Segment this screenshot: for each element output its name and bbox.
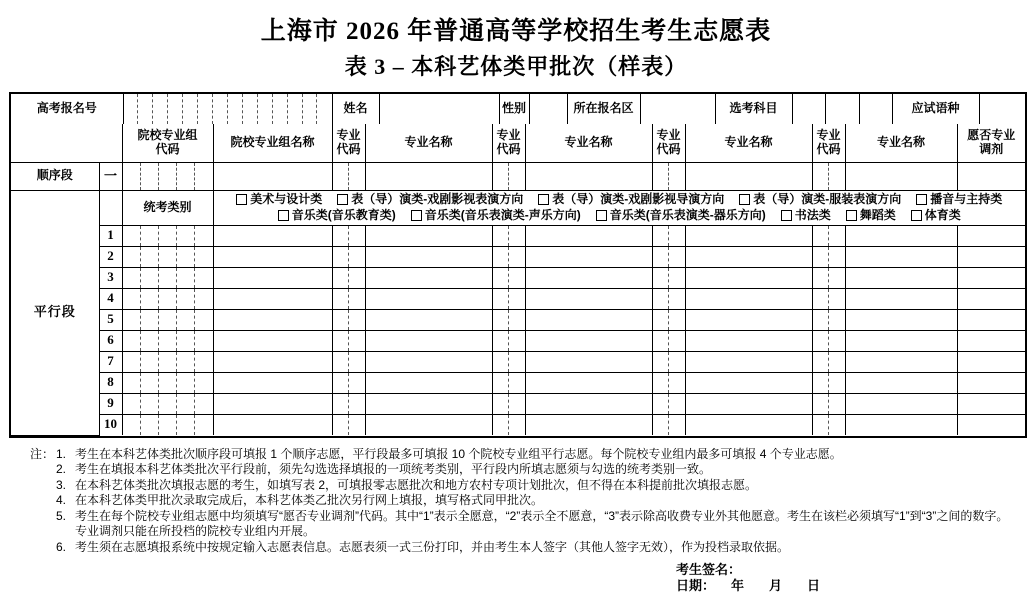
group-code-input[interactable] bbox=[122, 246, 213, 267]
major-code-input-2[interactable] bbox=[492, 372, 525, 393]
subject-input-2[interactable] bbox=[825, 94, 859, 124]
parallel-row bbox=[11, 330, 1025, 351]
group-code-input[interactable] bbox=[122, 162, 213, 190]
major-name-input-4[interactable] bbox=[845, 309, 957, 330]
transfer-input[interactable] bbox=[957, 162, 1025, 190]
major-name-input-3[interactable] bbox=[685, 330, 812, 351]
major-code-input-3[interactable] bbox=[652, 393, 685, 414]
major-code-input-3[interactable] bbox=[652, 309, 685, 330]
group-name-input[interactable] bbox=[213, 414, 332, 435]
parallel-section-label: 平行段 bbox=[11, 190, 99, 435]
major-name-input-1[interactable] bbox=[365, 225, 492, 246]
category-checkbox-label: 音乐类(音乐表演类-器乐方向) bbox=[609, 207, 766, 222]
major-name-input-3[interactable] bbox=[685, 267, 812, 288]
district-label: 所在报名区 bbox=[567, 94, 640, 124]
major-name-input-2[interactable] bbox=[525, 225, 652, 246]
major-name-input-3[interactable] bbox=[685, 372, 812, 393]
transfer-input[interactable] bbox=[957, 414, 1025, 435]
major-name-input-4[interactable] bbox=[845, 288, 957, 309]
parallel-row bbox=[11, 267, 1025, 288]
major-name-input-1[interactable] bbox=[365, 330, 492, 351]
category-checkbox-label: 体育类 bbox=[924, 207, 961, 222]
transfer-header: 愿否专业调剂 bbox=[957, 124, 1025, 162]
group-code-header: 院校专业组代码 bbox=[122, 124, 213, 162]
major-name-input-1[interactable] bbox=[365, 288, 492, 309]
transfer-input[interactable] bbox=[957, 330, 1025, 351]
transfer-input[interactable] bbox=[957, 372, 1025, 393]
transfer-input[interactable] bbox=[957, 309, 1025, 330]
header-blank-cell bbox=[11, 124, 122, 162]
category-checkbox-item[interactable] bbox=[916, 193, 1002, 207]
subject-input-3[interactable] bbox=[859, 94, 892, 124]
major-name-input-1[interactable] bbox=[365, 246, 492, 267]
major-code-input-4[interactable] bbox=[812, 309, 845, 330]
major-code-input-3[interactable] bbox=[652, 351, 685, 372]
parallel-row bbox=[11, 393, 1025, 414]
category-checkbox-label: 音乐类(音乐教育类) bbox=[291, 207, 396, 222]
sequence-section-label: 顺序段 bbox=[11, 162, 99, 190]
major-name-header-3: 专业名称 bbox=[685, 124, 812, 162]
major-code-input-2[interactable] bbox=[492, 330, 525, 351]
group-name-input[interactable] bbox=[213, 372, 332, 393]
month-label: 月 bbox=[769, 578, 783, 593]
major-name-input-2[interactable] bbox=[525, 288, 652, 309]
major-name-input-3[interactable] bbox=[685, 393, 812, 414]
major-code-input-4[interactable] bbox=[812, 246, 845, 267]
major-code-header-4: 专业代码 bbox=[812, 124, 845, 162]
category-options-line-2 bbox=[216, 208, 1024, 224]
major-name-input-3[interactable] bbox=[685, 351, 812, 372]
group-name-header: 院校专业组名称 bbox=[213, 124, 332, 162]
major-code-input-2[interactable] bbox=[492, 288, 525, 309]
major-code-header-1: 专业代码 bbox=[332, 124, 365, 162]
major-code-input-2[interactable] bbox=[492, 414, 525, 435]
info-row bbox=[11, 94, 1025, 124]
group-name-input[interactable] bbox=[213, 393, 332, 414]
group-name-input[interactable] bbox=[213, 351, 332, 372]
major-name-input-4[interactable] bbox=[845, 246, 957, 267]
major-name-input-1[interactable] bbox=[365, 372, 492, 393]
major-code-header-2: 专业代码 bbox=[492, 124, 525, 162]
category-checkbox-item[interactable] bbox=[278, 209, 396, 223]
notes-prefix: 注： bbox=[30, 446, 55, 461]
checkbox-icon bbox=[236, 194, 247, 205]
major-code-input-1[interactable] bbox=[332, 309, 365, 330]
transfer-input[interactable] bbox=[957, 267, 1025, 288]
major-name-input-4[interactable] bbox=[845, 351, 957, 372]
note-item: 6. 考生须在志愿填报系统中按规定输入志愿表信息。志愿表须一式三份打印，并由考生本人签字（其他人签字无效），作为投档录取依据。 bbox=[56, 539, 790, 554]
day-label: 日 bbox=[807, 578, 821, 593]
group-name-input[interactable] bbox=[213, 162, 332, 190]
reg-no-digit-boxes bbox=[124, 94, 332, 124]
category-checkbox-item[interactable] bbox=[781, 209, 831, 223]
major-name-input-3[interactable] bbox=[685, 246, 812, 267]
parallel-row bbox=[11, 351, 1025, 372]
major-name-input-2[interactable] bbox=[525, 309, 652, 330]
major-code-input-2[interactable] bbox=[492, 225, 525, 246]
category-checkbox-item[interactable] bbox=[411, 209, 581, 223]
major-code-input-2[interactable] bbox=[492, 309, 525, 330]
name-input[interactable] bbox=[379, 94, 499, 124]
group-name-input[interactable] bbox=[213, 288, 332, 309]
gender-label: 性别 bbox=[499, 94, 529, 124]
major-name-input-1[interactable] bbox=[365, 162, 492, 190]
group-name-input[interactable] bbox=[213, 225, 332, 246]
category-checkbox-item[interactable] bbox=[596, 209, 766, 223]
category-checkbox-item[interactable] bbox=[846, 209, 896, 223]
parallel-row bbox=[11, 414, 1025, 435]
category-checkbox-item[interactable] bbox=[538, 193, 724, 207]
parallel-row bbox=[11, 372, 1025, 393]
checkbox-icon bbox=[739, 194, 750, 205]
major-name-input-4[interactable] bbox=[845, 372, 957, 393]
category-checkbox-label: 表（导）演类-服装表演方向 bbox=[753, 191, 902, 206]
category-options-line-1 bbox=[216, 192, 1024, 208]
major-name-header-4: 专业名称 bbox=[845, 124, 957, 162]
major-code-input-4[interactable] bbox=[812, 267, 845, 288]
major-code-input-4[interactable] bbox=[812, 330, 845, 351]
group-code-input[interactable] bbox=[122, 351, 213, 372]
category-row-blank bbox=[99, 190, 122, 225]
major-name-input-3[interactable] bbox=[685, 414, 812, 435]
row-number: 4 bbox=[99, 288, 122, 309]
major-code-input-3[interactable] bbox=[652, 288, 685, 309]
name-label: 姓名 bbox=[332, 94, 379, 124]
major-name-input-3[interactable] bbox=[685, 162, 812, 190]
note-item: 注： 1. 考生在本科艺体类批次顺序段可填报 1 个顺序志愿，平行段最多可填报 10 个院校专业组平行志愿。每个院校专业组内最多可填报 4 个专业志愿。 bbox=[30, 446, 842, 461]
major-code-input-1[interactable] bbox=[332, 225, 365, 246]
page-title: 上海市 2026 年普通高等学校招生考生志愿表 bbox=[260, 18, 772, 45]
transfer-input[interactable] bbox=[957, 288, 1025, 309]
group-code-input[interactable] bbox=[122, 267, 213, 288]
major-code-input-3[interactable] bbox=[652, 246, 685, 267]
major-code-input-1[interactable] bbox=[332, 162, 365, 190]
note-item: 4. 在本科艺体类甲批次录取完成后，本科艺体类乙批次另行网上填报，填写格式同甲批次。 bbox=[56, 493, 544, 507]
date-label: 日期： bbox=[676, 578, 716, 593]
major-name-input-3[interactable] bbox=[685, 309, 812, 330]
group-name-input[interactable] bbox=[213, 309, 332, 330]
category-checkbox-label: 书法类 bbox=[794, 207, 831, 222]
reg-no-input[interactable] bbox=[123, 94, 332, 124]
group-code-input[interactable] bbox=[122, 372, 213, 393]
signature-name-label: 考生签名： bbox=[676, 562, 742, 577]
group-code-input[interactable] bbox=[122, 225, 213, 246]
major-name-input-1[interactable] bbox=[365, 351, 492, 372]
parallel-row bbox=[11, 288, 1025, 309]
category-options bbox=[213, 190, 1025, 225]
major-code-input-1[interactable] bbox=[332, 246, 365, 267]
volunteer-grid bbox=[11, 124, 1025, 436]
category-checkbox-label: 舞蹈类 bbox=[859, 207, 896, 222]
major-name-input-4[interactable] bbox=[845, 330, 957, 351]
major-name-input-1[interactable] bbox=[365, 267, 492, 288]
major-code-input-2[interactable] bbox=[492, 393, 525, 414]
major-code-input-2[interactable] bbox=[492, 162, 525, 190]
language-label: 应试语种 bbox=[892, 94, 979, 124]
row-number: 5 bbox=[99, 309, 122, 330]
major-code-input-4[interactable] bbox=[812, 372, 845, 393]
major-code-input-3[interactable] bbox=[652, 225, 685, 246]
major-code-input-1[interactable] bbox=[332, 414, 365, 435]
parallel-row bbox=[11, 246, 1025, 267]
major-code-input-3[interactable] bbox=[652, 267, 685, 288]
major-code-input-4[interactable] bbox=[812, 351, 845, 372]
signature-block bbox=[676, 562, 1032, 594]
category-checkbox-label: 美术与设计类 bbox=[250, 191, 323, 206]
category-checkbox-label: 表（导）演类-戏剧影视表演方向 bbox=[351, 191, 524, 206]
major-code-input-1[interactable] bbox=[332, 351, 365, 372]
transfer-input[interactable] bbox=[957, 351, 1025, 372]
major-code-input-1[interactable] bbox=[332, 288, 365, 309]
major-code-input-1[interactable] bbox=[332, 267, 365, 288]
major-name-input-1[interactable] bbox=[365, 414, 492, 435]
major-code-input-3[interactable] bbox=[652, 372, 685, 393]
major-code-input-1[interactable] bbox=[332, 330, 365, 351]
major-name-input-2[interactable] bbox=[525, 351, 652, 372]
major-name-input-2[interactable] bbox=[525, 330, 652, 351]
group-code-input[interactable] bbox=[122, 393, 213, 414]
major-name-input-3[interactable] bbox=[685, 225, 812, 246]
major-code-input-1[interactable] bbox=[332, 372, 365, 393]
gender-input[interactable] bbox=[529, 94, 567, 124]
major-code-input-4[interactable] bbox=[812, 414, 845, 435]
district-input[interactable] bbox=[640, 94, 715, 124]
notes bbox=[30, 447, 1016, 556]
major-name-input-4[interactable] bbox=[845, 267, 957, 288]
category-checkbox-item[interactable] bbox=[911, 209, 961, 223]
group-code-input[interactable] bbox=[122, 330, 213, 351]
major-name-input-2[interactable] bbox=[525, 372, 652, 393]
major-code-input-2[interactable] bbox=[492, 267, 525, 288]
group-name-input[interactable] bbox=[213, 330, 332, 351]
major-code-input-4[interactable] bbox=[812, 288, 845, 309]
major-code-input-4[interactable] bbox=[812, 393, 845, 414]
major-code-input-3[interactable] bbox=[652, 330, 685, 351]
major-code-input-4[interactable] bbox=[812, 225, 845, 246]
major-name-input-4[interactable] bbox=[845, 225, 957, 246]
note-item: 5. 考生在每个院校专业组志愿中均须填写“愿否专业调剂”代码。其中“1”表示全愿意，“2”表示全不愿意，“3”表示除高收费专业外其他愿意。考生在该栏必须填写“1”到“3”之间的数字。专业调剂只能在所投档的院校专业组内开展。 bbox=[56, 508, 1009, 538]
checkbox-icon bbox=[846, 210, 857, 221]
row-number: 1 bbox=[99, 225, 122, 246]
group-code-input[interactable] bbox=[122, 414, 213, 435]
subject-input-1[interactable] bbox=[792, 94, 825, 124]
parallel-row bbox=[11, 309, 1025, 330]
row-number: 7 bbox=[99, 351, 122, 372]
transfer-input[interactable] bbox=[957, 246, 1025, 267]
year-label: 年 bbox=[731, 578, 745, 593]
major-name-input-3[interactable] bbox=[685, 288, 812, 309]
note-item: 2. 考生在填报本科艺体类批次平行段前，须先勾选选择填报的一项统考类别，平行段内所填志愿须与勾选的统考类别一致。 bbox=[56, 462, 712, 476]
volunteer-form-table bbox=[9, 92, 1027, 438]
category-checkbox-item[interactable] bbox=[739, 193, 901, 207]
major-name-input-2[interactable] bbox=[525, 162, 652, 190]
major-code-input-2[interactable] bbox=[492, 246, 525, 267]
sequence-row-number: 一 bbox=[99, 162, 122, 190]
major-name-input-2[interactable] bbox=[525, 267, 652, 288]
major-name-header-2: 专业名称 bbox=[525, 124, 652, 162]
category-checkbox-label: 播音与主持类 bbox=[930, 191, 1003, 206]
category-checkbox-label: 表（导）演类-戏剧影视导演方向 bbox=[552, 191, 725, 206]
page-subtitle: 表 3 – 本科艺体类甲批次（样表） bbox=[344, 54, 688, 79]
major-code-input-2[interactable] bbox=[492, 351, 525, 372]
major-name-input-4[interactable] bbox=[845, 393, 957, 414]
major-code-header-3: 专业代码 bbox=[652, 124, 685, 162]
signature-date-line bbox=[676, 578, 1032, 594]
transfer-input[interactable] bbox=[957, 225, 1025, 246]
group-code-input[interactable] bbox=[122, 309, 213, 330]
major-name-input-4[interactable] bbox=[845, 414, 957, 435]
checkbox-icon bbox=[916, 194, 927, 205]
category-checkbox-item[interactable] bbox=[337, 193, 523, 207]
major-name-input-2[interactable] bbox=[525, 414, 652, 435]
checkbox-icon bbox=[337, 194, 348, 205]
category-checkbox-item[interactable] bbox=[236, 193, 322, 207]
checkbox-icon bbox=[911, 210, 922, 221]
major-code-input-1[interactable] bbox=[332, 393, 365, 414]
language-input[interactable] bbox=[979, 94, 1025, 124]
checkbox-icon bbox=[781, 210, 792, 221]
note-item: 3. 在本科艺体类批次填报志愿的考生，如填写表 2，可填报零志愿批次和地方农村专项计划批次，但不得在本科提前批次填报志愿。 bbox=[56, 477, 758, 492]
category-checkbox-label: 音乐类(音乐表演类-声乐方向) bbox=[424, 207, 581, 222]
major-code-input-3[interactable] bbox=[652, 414, 685, 435]
row-number: 10 bbox=[99, 414, 122, 435]
subjects-label: 选考科目 bbox=[715, 94, 792, 124]
row-number: 3 bbox=[99, 267, 122, 288]
major-code-input-4[interactable] bbox=[812, 162, 845, 190]
checkbox-icon bbox=[596, 210, 607, 221]
major-name-input-2[interactable] bbox=[525, 246, 652, 267]
group-name-input[interactable] bbox=[213, 246, 332, 267]
major-name-input-1[interactable] bbox=[365, 393, 492, 414]
major-code-input-3[interactable] bbox=[652, 162, 685, 190]
parallel-row bbox=[11, 225, 1025, 246]
category-label: 统考类别 bbox=[122, 190, 213, 225]
major-name-input-1[interactable] bbox=[365, 309, 492, 330]
row-number: 9 bbox=[99, 393, 122, 414]
major-name-input-4[interactable] bbox=[845, 162, 957, 190]
group-code-input[interactable] bbox=[122, 288, 213, 309]
major-name-input-2[interactable] bbox=[525, 393, 652, 414]
major-name-header-1: 专业名称 bbox=[365, 124, 492, 162]
checkbox-icon bbox=[278, 210, 289, 221]
checkbox-icon bbox=[538, 194, 549, 205]
row-number: 6 bbox=[99, 330, 122, 351]
row-number: 2 bbox=[99, 246, 122, 267]
row-number: 8 bbox=[99, 372, 122, 393]
reg-no-label: 高考报名号 bbox=[11, 94, 123, 124]
transfer-input[interactable] bbox=[957, 393, 1025, 414]
checkbox-icon bbox=[411, 210, 422, 221]
group-name-input[interactable] bbox=[213, 267, 332, 288]
